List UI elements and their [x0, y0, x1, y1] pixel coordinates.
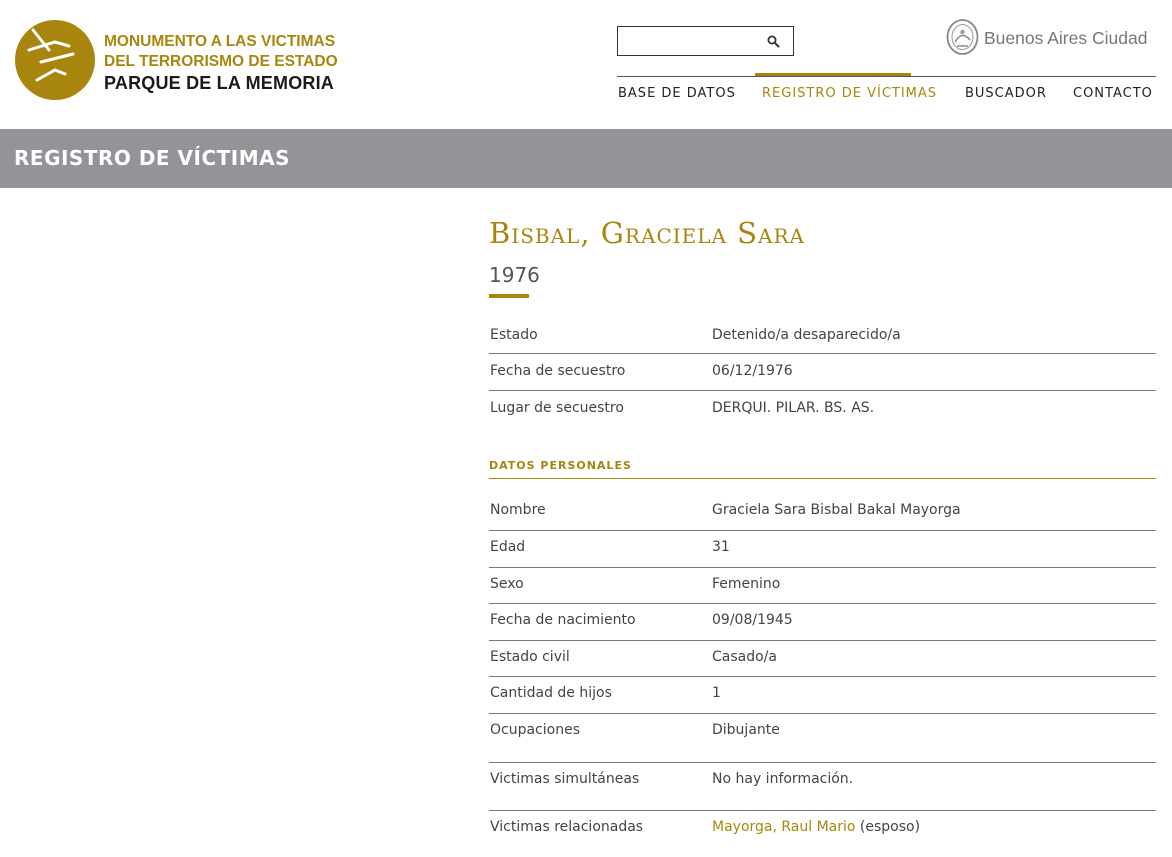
row-label: Victimas simultáneas	[490, 771, 640, 787]
row-label: Lugar de secuestro	[490, 400, 624, 416]
row-label: Cantidad de hijos	[490, 685, 612, 701]
row-value: Casado/a	[712, 649, 777, 665]
section-heading: DATOS PERSONALES	[489, 459, 632, 472]
section-banner	[0, 129, 1172, 188]
victim-year: 1976	[489, 263, 540, 287]
row-label: Sexo	[490, 576, 524, 592]
table-row	[489, 714, 1156, 763]
table-row	[489, 568, 1156, 604]
row-value: 09/08/1945	[712, 612, 793, 628]
brand-line-3: PARQUE DE LA MEMORIA	[104, 73, 335, 93]
row-value: Femenino	[712, 576, 781, 592]
summary-table	[489, 317, 1156, 428]
nav-registro-de-victimas[interactable]: REGISTRO DE VÍCTIMAS	[762, 86, 938, 101]
row-label: Fecha de nacimiento	[490, 612, 636, 628]
personal-data-table	[489, 494, 1156, 851]
victim-name: Bisbal, Graciela Sara	[489, 216, 805, 250]
city-seal-icon	[946, 18, 979, 56]
table-row	[489, 354, 1156, 391]
section-divider	[489, 478, 1156, 479]
row-value	[712, 819, 920, 835]
row-label: Estado civil	[490, 649, 570, 665]
search-box	[617, 26, 794, 56]
table-row	[489, 811, 1156, 851]
table-row	[489, 494, 1156, 531]
row-value: Graciela Sara Bisbal Bakal Mayorga	[712, 502, 961, 518]
table-row	[489, 677, 1156, 714]
row-label: Victimas relacionadas	[490, 819, 644, 835]
relation-label: (esposo)	[855, 819, 921, 835]
row-value: 06/12/1976	[712, 363, 793, 379]
row-value: 1	[712, 685, 721, 701]
related-victim-link[interactable]: Mayorga, Raul Mario	[712, 819, 856, 835]
brand-text[interactable]	[104, 32, 338, 94]
parque-memoria-logo[interactable]	[15, 20, 95, 100]
city-name: Buenos Aires Ciudad	[984, 28, 1148, 48]
table-row	[489, 317, 1156, 354]
row-label: Fecha de secuestro	[490, 363, 626, 379]
row-value: No hay información.	[712, 771, 854, 787]
brand-line-1: MONUMENTO A LAS VICTIMAS	[104, 33, 336, 50]
search-input[interactable]	[622, 31, 762, 51]
title-accent-bar	[489, 294, 529, 298]
row-value: Dibujante	[712, 722, 780, 738]
search-icon[interactable]	[767, 35, 780, 48]
site-header	[0, 0, 1172, 129]
row-label: Ocupaciones	[490, 722, 580, 738]
nav-contacto[interactable]: CONTACTO	[1073, 86, 1153, 101]
row-value: Detenido/a desaparecido/a	[712, 327, 901, 343]
nav-buscador[interactable]: BUSCADOR	[965, 86, 1047, 101]
table-row	[489, 531, 1156, 568]
table-row	[489, 391, 1156, 428]
brand-line-2: DEL TERRORISMO DE ESTADO	[104, 53, 338, 70]
table-row	[489, 641, 1156, 677]
row-value: DERQUI. PILAR. BS. AS.	[712, 400, 875, 416]
banner-title: REGISTRO DE VÍCTIMAS	[14, 146, 291, 170]
table-row	[489, 604, 1156, 641]
row-label: Nombre	[490, 502, 546, 518]
row-label: Estado	[490, 327, 538, 343]
row-label: Edad	[490, 539, 526, 555]
row-value: 31	[712, 539, 730, 555]
nav-base-de-datos[interactable]: BASE DE DATOS	[618, 86, 736, 101]
nav-divider	[617, 76, 1156, 77]
nav-active-indicator	[755, 73, 911, 76]
table-row	[489, 763, 1156, 811]
